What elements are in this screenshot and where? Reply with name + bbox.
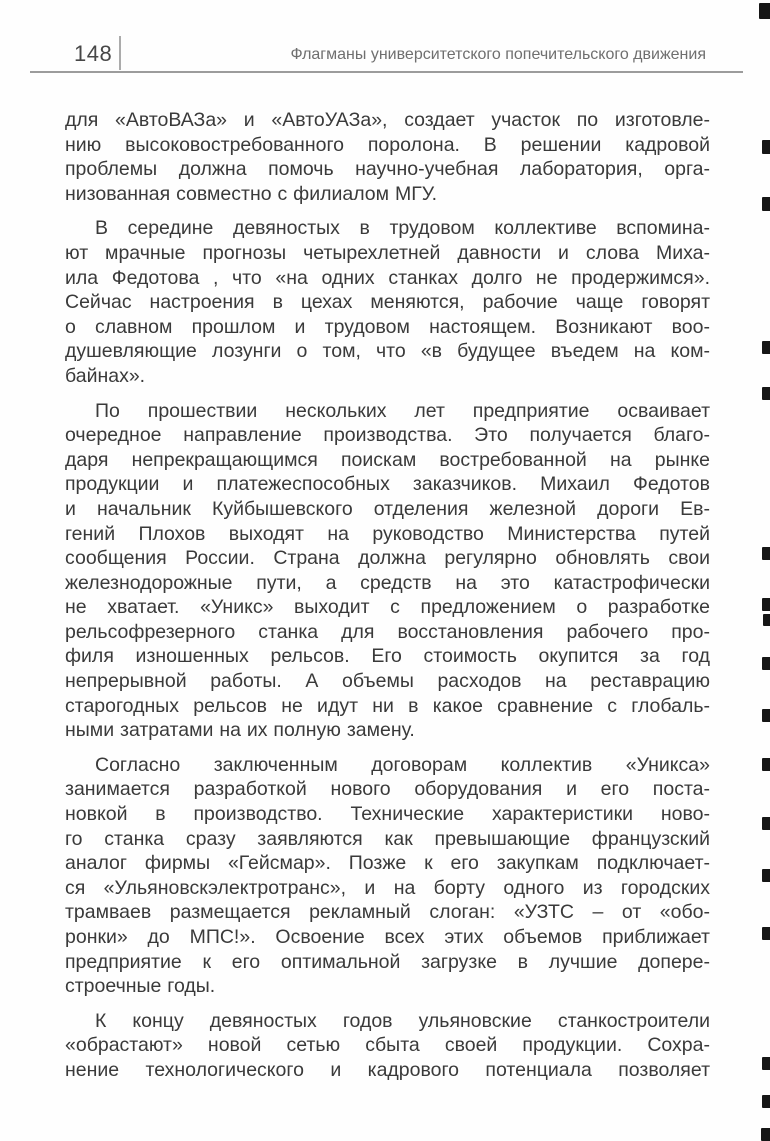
- paragraph: [65, 1009, 710, 1083]
- text-line: старогодных рельсов не идут ни в какое сравнение с глобаль-: [65, 694, 710, 717]
- text-line: очередное направление производства. Это получается благо-: [65, 424, 710, 447]
- scan-mark: [762, 547, 770, 560]
- paragraph: [65, 108, 710, 206]
- text-line: проблемы должна помочь научно-учебная лаборатория, орга-: [65, 158, 710, 181]
- scan-mark: [762, 387, 770, 400]
- page-number-divider: [119, 36, 121, 70]
- text-line: филя изношенных рельсов. Его стоимость окупится за год: [65, 645, 710, 668]
- scan-mark: [759, 3, 770, 19]
- text-line: непрерывной работы. А объемы расходов на реставрацию: [65, 670, 710, 693]
- scan-mark: [762, 657, 770, 670]
- scan-mark: [762, 817, 770, 830]
- scan-mark: [762, 598, 770, 611]
- text-line: душевляющие лозунги о том, что «в будущее въедем на ком-: [65, 340, 710, 363]
- paragraph: [65, 399, 710, 743]
- text-line: и начальник Куйбышевского отделения железной дороги Ев-: [65, 497, 710, 520]
- scan-mark: [762, 197, 770, 211]
- text-line: о славном прошлом и трудовом настоящем. Возникают воо-: [65, 315, 710, 338]
- text-line: К концу девяностых годов ульяновские станкостроители: [95, 1009, 710, 1032]
- text-line: железнодорожные пути, а средств на это катастрофически: [65, 571, 710, 594]
- text-content: [65, 108, 710, 1093]
- text-line: «обрастают» новой сетью сбыта своей продукции. Сохра-: [65, 1034, 710, 1057]
- text-line: сообщения России. Страна должна регулярно обновлять свои: [65, 547, 710, 570]
- text-line: новкой в производство. Технические характеристики ново-: [65, 803, 710, 826]
- scan-mark: [763, 614, 770, 626]
- scan-mark: [762, 1095, 770, 1108]
- scan-mark: [762, 709, 770, 722]
- text-line: гений Плохов выходят на руководство Министерства путей: [65, 522, 710, 545]
- scan-mark: [761, 1128, 770, 1141]
- paragraph: [65, 753, 710, 999]
- text-line: ся «Ульяновскэлектротранс», и на борту одного из городских: [65, 876, 710, 899]
- text-line: нение технологического и кадрового потенциала позволяет: [65, 1058, 710, 1081]
- text-line: для «АвтоВАЗа» и «АвтоУАЗа», создает участок по изготовле-: [65, 109, 710, 131]
- text-line: даря непрекращающимся поискам востребованной на рынке: [65, 448, 710, 471]
- text-line: Сейчас настроения в цехах меняются, рабочие чаще говорят: [65, 291, 710, 314]
- text-line: По прошествии нескольких лет предприятие осваивает: [95, 399, 710, 422]
- text-line: байнах».: [65, 364, 146, 387]
- text-line: ными затратами на их полную замену.: [65, 719, 415, 742]
- text-line: ронки» до МПС!». Освоение всех этих объемов приближает: [65, 926, 710, 948]
- page-number: 148: [74, 41, 113, 66]
- scan-mark: [762, 1057, 770, 1070]
- text-line: не хватает. «Уникс» выходит с предложением о разработке: [65, 596, 710, 619]
- text-line: ют мрачные прогнозы четырехлетней давности и слова Миха-: [65, 241, 710, 264]
- paragraph: [65, 216, 710, 388]
- scan-mark: [762, 140, 770, 154]
- scan-mark: [762, 869, 770, 882]
- text-line: трамваев размещается рекламный слоган: «УЗТС – от «обо-: [65, 901, 710, 924]
- text-line: рельсофрезерного станка для восстановления рабочего про-: [65, 620, 710, 643]
- text-line: ила Федотова , что «на одних станках долго не продержимся».: [65, 266, 710, 289]
- text-line: го станка сразу заявляются как превышающие французский: [65, 827, 710, 850]
- text-line: строечные годы.: [65, 975, 216, 998]
- text-line: нию высоковостребованного поролона. В решении кадровой: [65, 133, 710, 156]
- scan-mark: [762, 758, 770, 771]
- text-line: предприятие к его оптимальной загрузке в лучшие допере-: [65, 950, 710, 973]
- text-line: продукции и платежеспособных заказчиков. Михаил Федотов: [65, 473, 710, 496]
- text-line: аналог фирмы «Гейсмар». Позже к его закупкам подключает-: [65, 852, 710, 875]
- text-line: занимается разработкой нового оборудования и его поста-: [65, 778, 710, 801]
- text-line: В середине девяностых в трудовом коллективе вспомина-: [95, 217, 710, 240]
- header-rule: [30, 71, 743, 73]
- running-head: [74, 34, 706, 68]
- running-head-title: Флагманы университетского попечительского движения: [290, 46, 706, 63]
- text-line: низованная совместно с филиалом МГУ.: [65, 182, 437, 205]
- scan-mark: [762, 927, 770, 940]
- scan-mark: [762, 341, 770, 354]
- text-line: Согласно заключенным договорам коллектив «Уникса»: [95, 753, 710, 776]
